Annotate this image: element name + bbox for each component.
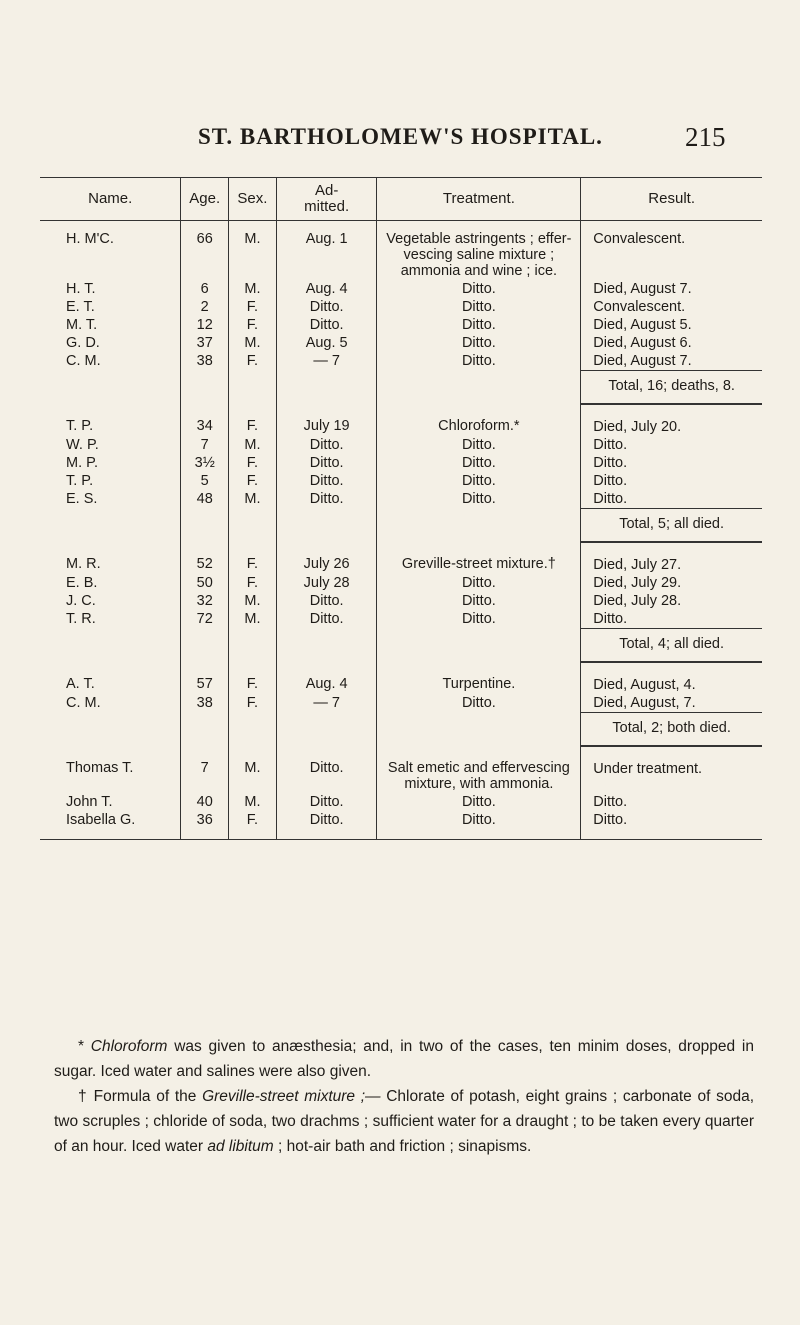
table-row xyxy=(40,436,762,454)
cell-admitted: Ditto. xyxy=(276,592,377,610)
table-row xyxy=(40,574,762,592)
cell-name: M. R. xyxy=(66,556,101,572)
cell-result: Died, August, 4. xyxy=(581,662,762,694)
empty-cell xyxy=(229,629,277,663)
empty-cell xyxy=(40,829,181,840)
cell-name: C. M. xyxy=(66,695,101,711)
empty-cell xyxy=(40,509,181,543)
cell-admitted: Ditto. xyxy=(276,746,377,793)
cell-age: 5 xyxy=(181,472,229,490)
cell-treatment: Ditto. xyxy=(377,610,581,629)
cell-result: Died, August 7. xyxy=(581,280,762,298)
cell-treatment: Ditto. xyxy=(377,298,581,316)
cell-name: M. T. xyxy=(66,317,98,333)
cell-treatment: Ditto. xyxy=(377,811,581,829)
empty-cell xyxy=(40,371,181,405)
cell-admitted: Ditto. xyxy=(276,793,377,811)
running-head xyxy=(0,124,800,158)
cell-treatment: Ditto. xyxy=(377,454,581,472)
cell-name: J. C. xyxy=(66,593,96,609)
group-total: Total, 2; both died. xyxy=(581,713,762,747)
cell-age: 7 xyxy=(181,436,229,454)
cell-sex: F. xyxy=(229,298,277,316)
cell-sex: M. xyxy=(229,610,277,629)
empty-cell xyxy=(377,509,581,543)
empty-cell xyxy=(181,829,229,840)
cell-result: Ditto. xyxy=(581,793,762,811)
cell-sex: M. xyxy=(229,221,277,281)
cell-name: C. M. xyxy=(66,353,101,369)
cell-treatment: Ditto. xyxy=(377,694,581,713)
cell-name: T. P. xyxy=(66,473,94,489)
cell-name: G. D. xyxy=(66,335,100,351)
empty-cell xyxy=(229,371,277,405)
cell-treatment: Ditto. xyxy=(377,316,581,334)
cell-age: 3½ xyxy=(181,454,229,472)
cell-result: Ditto. xyxy=(581,811,762,829)
footnotes xyxy=(54,1034,754,1159)
table-body xyxy=(40,221,762,840)
cell-name: E. T. xyxy=(66,299,95,315)
cell-age: 52 xyxy=(181,542,229,574)
cell-result: Died, July 20. xyxy=(581,404,762,436)
cell-age: 72 xyxy=(181,610,229,629)
cell-sex: M. xyxy=(229,592,277,610)
cell-admitted: Ditto. xyxy=(276,490,377,509)
footnote-chloroform xyxy=(54,1034,754,1084)
footnote-mark: * xyxy=(78,1038,91,1055)
footnote-italic: Greville-street mixture ;— xyxy=(202,1088,381,1105)
cell-treatment: Ditto. xyxy=(377,436,581,454)
table-row xyxy=(40,404,762,436)
table-row xyxy=(40,793,762,811)
footnote-italic: Chloroform xyxy=(90,1038,168,1055)
column-header-treatment: Treatment. xyxy=(377,178,581,221)
cell-admitted: July 26 xyxy=(276,542,377,574)
group-total: Total, 5; all died. xyxy=(581,509,762,543)
cell-name: W. P. xyxy=(66,437,99,453)
cell-age: 50 xyxy=(181,574,229,592)
group-total-row xyxy=(40,629,762,663)
cell-age: 38 xyxy=(181,694,229,713)
cell-admitted: Ditto. xyxy=(276,811,377,829)
cell-sex: M. xyxy=(229,436,277,454)
cell-name: John T. xyxy=(66,794,113,810)
cell-sex: F. xyxy=(229,574,277,592)
cell-name: T. P. xyxy=(66,418,94,434)
footnote-mark: † Formula of the xyxy=(78,1088,203,1105)
empty-cell xyxy=(229,713,277,747)
cell-age: 40 xyxy=(181,793,229,811)
table-row xyxy=(40,221,762,281)
cell-name: H. M'C. xyxy=(66,231,114,247)
cell-age: 34 xyxy=(181,404,229,436)
table-end-row xyxy=(40,829,762,840)
footnote-greville-mixture xyxy=(54,1084,754,1159)
cell-sex: M. xyxy=(229,490,277,509)
group-total-row xyxy=(40,713,762,747)
table-row xyxy=(40,280,762,298)
table-row xyxy=(40,352,762,371)
cell-treatment: Turpentine. xyxy=(377,662,581,694)
empty-cell xyxy=(181,629,229,663)
cell-name: M. P. xyxy=(66,455,98,471)
table-row xyxy=(40,746,762,793)
cell-sex: F. xyxy=(229,542,277,574)
cell-age: 57 xyxy=(181,662,229,694)
table-row xyxy=(40,298,762,316)
empty-cell xyxy=(181,713,229,747)
cell-treatment: Ditto. xyxy=(377,574,581,592)
cell-admitted: Ditto. xyxy=(276,298,377,316)
cell-treatment: Ditto. xyxy=(377,280,581,298)
table-row xyxy=(40,662,762,694)
cell-sex: F. xyxy=(229,404,277,436)
cell-sex: F. xyxy=(229,472,277,490)
cell-result: Convalescent. xyxy=(581,221,762,281)
cell-admitted: Aug. 5 xyxy=(276,334,377,352)
table-row xyxy=(40,694,762,713)
case-table xyxy=(40,177,762,840)
cell-age: 36 xyxy=(181,811,229,829)
cell-result: Died, August 6. xyxy=(581,334,762,352)
empty-cell xyxy=(377,371,581,405)
cell-admitted: Ditto. xyxy=(276,472,377,490)
cell-treatment: Vegetable astringents ; effervescing saline mixture ; ammonia and wine ; ice. xyxy=(377,221,581,281)
group-total-row xyxy=(40,371,762,405)
cell-treatment: Ditto. xyxy=(377,472,581,490)
cell-name: H. T. xyxy=(66,281,96,297)
cell-result: Died, August 5. xyxy=(581,316,762,334)
cell-treatment: Ditto. xyxy=(377,793,581,811)
cell-sex: F. xyxy=(229,662,277,694)
cell-age: 66 xyxy=(181,221,229,281)
table-row xyxy=(40,454,762,472)
footnote-italic: ad libitum xyxy=(207,1138,274,1155)
empty-cell xyxy=(276,371,377,405)
cell-treatment: Chloroform.* xyxy=(377,404,581,436)
cell-sex: F. xyxy=(229,694,277,713)
cell-treatment: Ditto. xyxy=(377,592,581,610)
empty-cell xyxy=(276,509,377,543)
column-header-name: Name. xyxy=(40,178,181,221)
cell-name: T. R. xyxy=(66,611,96,627)
cell-sex: F. xyxy=(229,316,277,334)
empty-cell xyxy=(377,829,581,840)
cell-admitted: Ditto. xyxy=(276,436,377,454)
cell-admitted: Aug. 1 xyxy=(276,221,377,281)
cell-admitted: Ditto. xyxy=(276,316,377,334)
group-total-row xyxy=(40,509,762,543)
empty-cell xyxy=(181,371,229,405)
cell-name: A. T. xyxy=(66,676,95,692)
empty-cell xyxy=(229,829,277,840)
column-header-admitted: Ad- mitted. xyxy=(276,178,377,221)
cell-age: 7 xyxy=(181,746,229,793)
cell-treatment: Ditto. xyxy=(377,334,581,352)
group-total: Total, 4; all died. xyxy=(581,629,762,663)
cell-name: Thomas T. xyxy=(66,760,134,776)
cell-age: 32 xyxy=(181,592,229,610)
table-row xyxy=(40,542,762,574)
cell-admitted: July 19 xyxy=(276,404,377,436)
column-header-sex: Sex. xyxy=(229,178,277,221)
page-number: 215 xyxy=(685,122,726,152)
cell-age: 12 xyxy=(181,316,229,334)
cell-name: E. S. xyxy=(66,491,98,507)
cell-admitted: Ditto. xyxy=(276,454,377,472)
cell-sex: M. xyxy=(229,746,277,793)
table-row xyxy=(40,334,762,352)
cell-age: 6 xyxy=(181,280,229,298)
cell-treatment: Ditto. xyxy=(377,490,581,509)
table-row xyxy=(40,610,762,629)
cell-result: Ditto. xyxy=(581,472,762,490)
table-row xyxy=(40,490,762,509)
cell-name: Isabella G. xyxy=(66,812,136,828)
column-header-result: Result. xyxy=(581,178,762,221)
cell-age: 2 xyxy=(181,298,229,316)
cell-result: Died, August, 7. xyxy=(581,694,762,713)
empty-cell xyxy=(40,629,181,663)
cell-result: Ditto. xyxy=(581,490,762,509)
cell-result: Ditto. xyxy=(581,454,762,472)
cell-treatment: Salt emetic and effervescing mixture, with ammonia. xyxy=(377,746,581,793)
empty-cell xyxy=(581,829,762,840)
cell-result: Died, August 7. xyxy=(581,352,762,371)
table-row xyxy=(40,811,762,829)
empty-cell xyxy=(181,509,229,543)
cell-admitted: Ditto. xyxy=(276,610,377,629)
cell-admitted: Aug. 4 xyxy=(276,662,377,694)
group-total: Total, 16; deaths, 8. xyxy=(581,371,762,405)
table-row xyxy=(40,592,762,610)
cell-result: Under treatment. xyxy=(581,746,762,793)
cell-age: 38 xyxy=(181,352,229,371)
cell-treatment: Ditto. xyxy=(377,352,581,371)
cell-sex: F. xyxy=(229,811,277,829)
footnote-text: ; hot-air bath and friction ; sinapisms. xyxy=(273,1138,532,1155)
cell-admitted: Aug. 4 xyxy=(276,280,377,298)
cell-result: Ditto. xyxy=(581,436,762,454)
cell-result: Convalescent. xyxy=(581,298,762,316)
cell-age: 48 xyxy=(181,490,229,509)
empty-cell xyxy=(377,713,581,747)
column-header-age: Age. xyxy=(181,178,229,221)
footnote-text: was given to anæsthesia; and, in two of the cases, ten minim doses, dropped in sugar. Iced water and salines were also given. xyxy=(54,1038,754,1080)
cell-sex: M. xyxy=(229,793,277,811)
cell-name: E. B. xyxy=(66,575,98,591)
running-title: ST. BARTHOLOMEW'S HOSPITAL. xyxy=(198,124,603,149)
cell-admitted: — 7 xyxy=(276,352,377,371)
cell-result: Ditto. xyxy=(581,610,762,629)
empty-cell xyxy=(40,713,181,747)
empty-cell xyxy=(229,509,277,543)
table-row xyxy=(40,472,762,490)
empty-cell xyxy=(276,629,377,663)
case-table-container xyxy=(40,177,762,840)
cell-result: Died, July 27. xyxy=(581,542,762,574)
table-row xyxy=(40,316,762,334)
table-header-row xyxy=(40,178,762,221)
cell-sex: F. xyxy=(229,454,277,472)
cell-sex: F. xyxy=(229,352,277,371)
cell-treatment: Greville-street mixture.† xyxy=(377,542,581,574)
cell-admitted: — 7 xyxy=(276,694,377,713)
empty-cell xyxy=(276,713,377,747)
empty-cell xyxy=(377,629,581,663)
cell-admitted: July 28 xyxy=(276,574,377,592)
empty-cell xyxy=(276,829,377,840)
cell-sex: M. xyxy=(229,280,277,298)
cell-sex: M. xyxy=(229,334,277,352)
cell-age: 37 xyxy=(181,334,229,352)
cell-result: Died, July 29. xyxy=(581,574,762,592)
cell-result: Died, July 28. xyxy=(581,592,762,610)
footnote-text: Chlorate of potash, eight grains ; carbonate of soda, two scruples ; chloride of soda, two drachms ; sufficient water for a draught ; to be taken every quarter of an hour. Iced water xyxy=(54,1088,754,1155)
